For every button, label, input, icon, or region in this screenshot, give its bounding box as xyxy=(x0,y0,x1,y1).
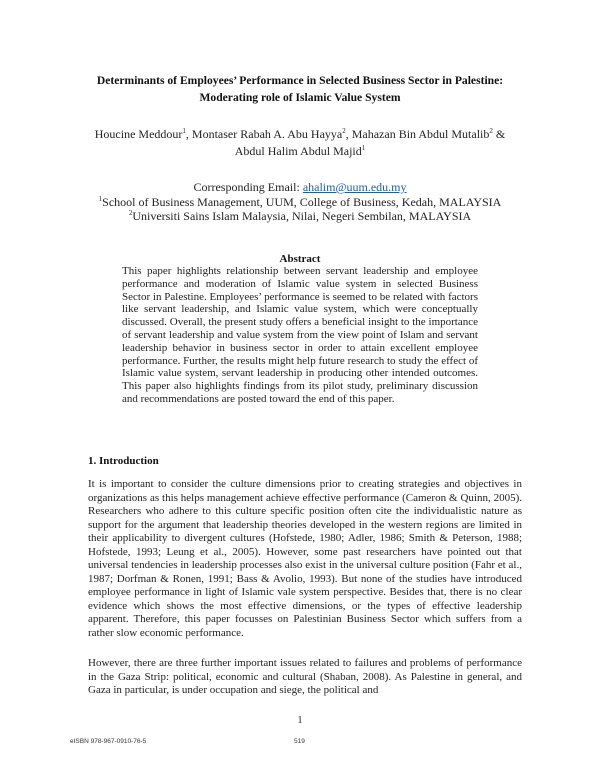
author-affiliation-mark: 1 xyxy=(182,127,186,135)
author-affiliation-mark: 2 xyxy=(342,127,346,135)
affiliations xyxy=(60,180,540,224)
intro-paragraph-1: It is important to consider the culture dimensions prior to creating strategies and objectives in organizations as this helps management achieve effective performance (Cameron & Quinn, 2005). Researchers who adhere to this culture specific position often cite the individualistic nature as support for the argument that leadership theories developed in the western regions are limited in their applicability to divergent cultures (Hofstede, 1980; Adler, 1986; Smith & Peterson, 1988; Hofstede, 1993; Leung et al., 2005). However, some past researchers have pointed out that universal tendencies in leadership processes also exist in the universal culture position (Fahr et al., 1987; Dorfman & Ronen, 1991; Bass & Avolio, 1993). But none of the studies have introduced employee performance in light of Islamic vale system perspective. Besides that, there is no clear evidence which shows the most effective dimensions, or the types of effective leadership apparent. Therefore, this paper focusses on Palestinian Business Sector which suffers from a rather slow economic performance. xyxy=(88,478,522,639)
corresponding-email-line xyxy=(60,180,540,195)
affiliation-number: 2 xyxy=(128,209,133,217)
author-name: Montaser Rabah A. Abu Hayya xyxy=(191,127,343,141)
abstract-heading: Abstract xyxy=(279,253,321,265)
title-line-1: Determinants of Employees’ Performance in Selected Business Sector in Palestine: xyxy=(96,74,504,87)
page-number: 1 xyxy=(297,714,303,726)
author-name: Mahazan Bin Abdul Mutalib xyxy=(351,127,490,141)
corresponding-email-link[interactable]: ahalim@uum.edu.my xyxy=(302,180,407,194)
author-name: Houcine Meddour xyxy=(94,127,183,141)
footer-isbn: eISBN 978-967-0910-76-5 xyxy=(70,738,147,745)
title-line-2: Moderating role of Islamic Value System xyxy=(199,91,401,104)
author-separator: , xyxy=(185,127,192,141)
author-separator: , xyxy=(345,127,352,141)
affiliation-2 xyxy=(60,209,540,224)
affiliation-text: Universiti Sains Islam Malaysia, Nilai, Negeri Sembilan, MALAYSIA xyxy=(132,209,472,223)
affiliation-1 xyxy=(60,195,540,210)
paper-title xyxy=(60,72,540,106)
corresponding-label: Corresponding Email: xyxy=(193,180,303,194)
author-name: Abdul Halim Abdul Majid xyxy=(234,144,362,158)
footer-page-number: 519 xyxy=(294,738,305,745)
intro-paragraph-2: However, there are three further important issues related to failures and problems of performance in the Gaza Strip: political, economic and cultural (Shaban, 2008). As Palestine in general, and Gaza in particular, is under occupation and siege, the political and xyxy=(88,657,522,696)
author-separator: & xyxy=(492,127,506,141)
author-affiliation-mark: 2 xyxy=(489,127,493,135)
abstract-text: This paper highlights relationship between servant leadership and employee performance and moderation of Islamic value system in selected Business Sector in Palestine. Employees’ performance is seemed to be related with factors like servant leadership, and Islamic value system, which were conceptually discussed. Overall, the present study offers a beneficial insight to the importance of servant leadership and value system from the view point of Islam and servant leadership behavior in business sector in order to attain excellent employee performance. Further, the results might help future research to study the effect of Islamic value system, servant leadership in producing other intended outcomes. This paper also highlights findings from its pilot study, preliminary discussion and recommendations are posted toward the end of this paper. xyxy=(122,265,478,405)
section-heading-introduction: 1. Introduction xyxy=(88,455,159,467)
author-list xyxy=(60,126,540,160)
affiliation-number: 1 xyxy=(98,194,103,203)
author-affiliation-mark: 1 xyxy=(361,144,366,152)
affiliation-text: School of Business Management, UUM, College of Business, Kedah, MALAYSIA xyxy=(102,194,502,209)
